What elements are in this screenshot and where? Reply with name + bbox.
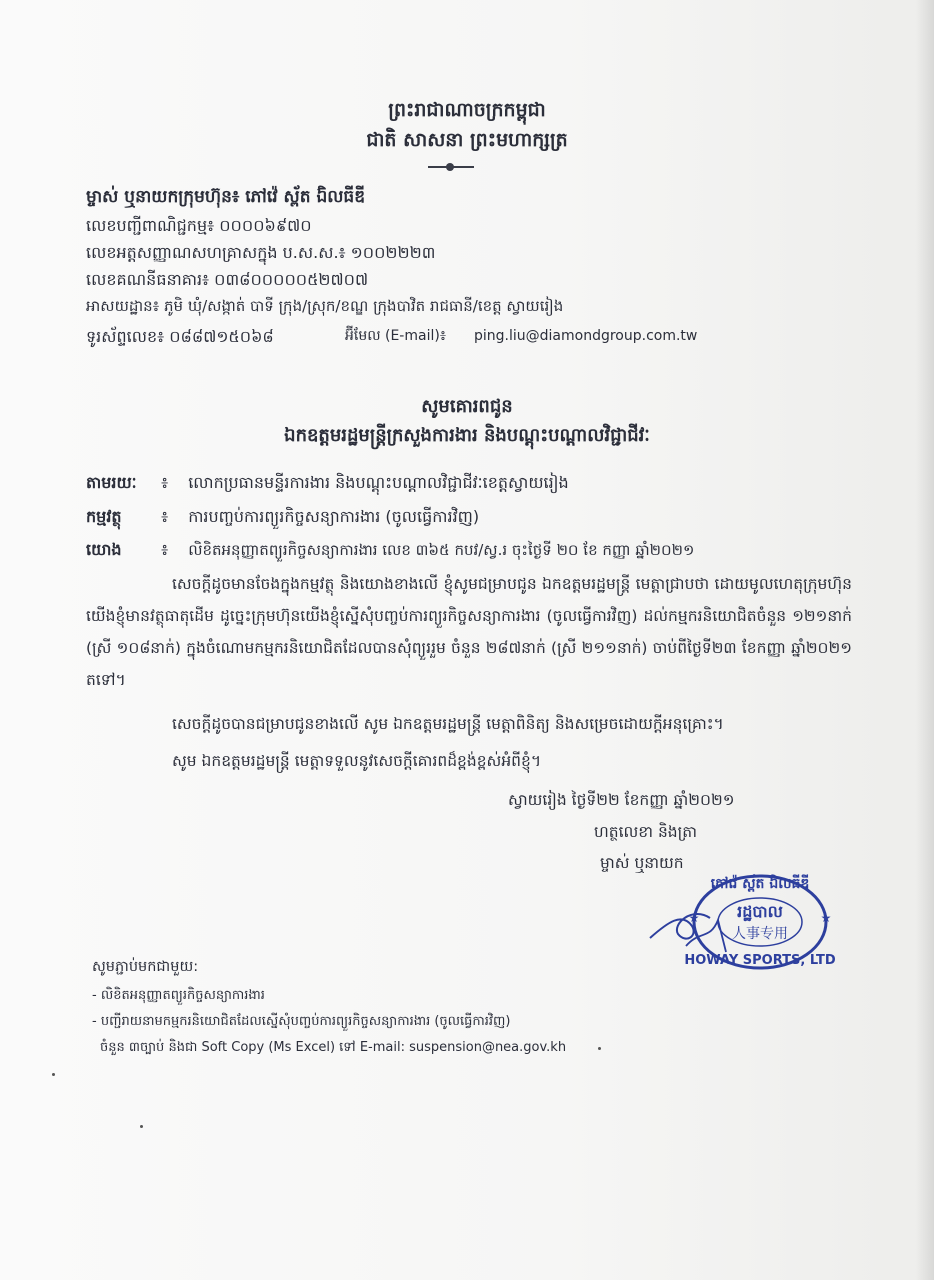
stamp-bottom-text: HOWAY SPORTS, LTD — [684, 953, 836, 968]
divider-ornament — [446, 163, 454, 171]
reference-separator: ៖ — [161, 540, 169, 559]
recipient-title: ឯកឧត្តមរដ្ឋមន្ត្រីក្រសួងការងារ និងបណ្តុះបណ្តាលវិជ្ជាជីវៈ — [284, 425, 650, 446]
email-address: ping.liu@diamondgroup.com.tw — [474, 328, 698, 344]
reference-value: លិខិតអនុញ្ញាតព្យួរកិច្ចសន្យាការងារ លេខ ៣៦៥ កបវ/ស្វ.រ ចុះថ្ងៃទី ២០ ខែ កញ្ញា ឆ្នាំ២០២១ — [188, 541, 695, 559]
reference-row — [86, 539, 694, 563]
via-value: លោកប្រធានមន្ទីរការងារ និងបណ្តុះបណ្តាលវិជ្ជាជីវៈខេត្តស្វាយរៀង — [188, 473, 569, 492]
company-stamp — [648, 860, 838, 980]
body-paragraph-2: សេចក្តីដូចបានជម្រាបជូនខាងលើ សូម ឯកឧត្តមរដ្ឋមន្ត្រី មេត្តាពិនិត្យ និងសម្រេចដោយក្តីអនុគ្រោះ។ — [172, 715, 724, 733]
signature-label: ហត្ថលេខា និងត្រា — [594, 823, 698, 841]
stamp-star-icon-left: ★ — [688, 911, 700, 925]
body-paragraph-3: សូម ឯកឧត្តមរដ្ឋមន្ត្រី មេត្តាទទួលនូវសេចក្តីគោរពដ៏ខ្ពង់ខ្ពស់អំពីខ្ញុំ។ — [172, 752, 542, 770]
stamp-center-text: រដ្ឋបាល — [737, 902, 783, 921]
email-label: អ៊ីមែល (E-mail)៖ — [345, 328, 446, 344]
attachments-heading: សូមភ្ជាប់មកជាមួយ: — [92, 959, 199, 975]
owner-label: ម្ចាស់ ឬនាយក — [600, 854, 684, 872]
page-edge-shadow — [916, 0, 934, 1280]
reference-label: យោង — [86, 540, 122, 559]
bank-account-number: លេខគណនីធនាគារ៖ ០៣៨០០០០០៥២៧០៧ — [86, 270, 369, 289]
via-separator: ៖ — [161, 473, 169, 492]
attachment-item-3: ចំនួន ៣ច្បាប់ និងជា Soft Copy (Ms Excel) ទៅ E-mail: suspension@nea.gov.kh — [100, 1040, 567, 1055]
subject-row — [86, 506, 479, 530]
scan-speck — [52, 1073, 55, 1076]
subject-separator: ៖ — [161, 507, 169, 526]
kingdom-heading: ព្រះរាជាណាចក្រកម្ពុជា — [388, 99, 546, 121]
company-owner-line: ម្ចាស់ ឬនាយកក្រុមហ៊ុន៖ ភៅវ៉េ ស្ព័ត ឯិលធីឌី — [86, 187, 366, 207]
attachment-item-2: - បញ្ជីរាយនាមកម្មករនិយោជិតដែលស្នើសុំបញ្ចប់ការព្យួរកិច្ចសន្យាការងារ (ចូលធ្វើការវិញ) — [92, 1014, 511, 1029]
nssf-number: លេខអត្តសញ្ញាណសហគ្រាសក្នុង ប.ស.ស.៖ ១០០២២២៣ — [86, 243, 436, 262]
respect-greeting: សូមគោរពជូន — [421, 396, 513, 417]
via-label: តាមរយៈ — [86, 473, 137, 492]
via-row — [86, 472, 569, 496]
body-paragraph-1: សេចក្តីដូចមានចែងក្នុងកម្មវត្ថុ និងយោងខាងលើ ខ្ញុំសូមជម្រាបជូន ឯកឧត្តមរដ្ឋមន្ត្រី មេត្តាជ្រាបថា ដោយមូលហេតុក្រុមហ៊ុនយើងខ្ញុំមានវត្ថុធាតុដើម ដូច្នេះក្រុមហ៊ុនយើងខ្ញុំស្នើសុំបញ្ចប់ការព្យួរកិច្ចសន្យាការងារ (ចូលធ្វើការវិញ) ដល់កម្មករនិយោជិតចំនួន ១២១នាក់ (ស្រី ១០៨នាក់) ក្នុងចំណោមកម្មករនិយោជិតដែលបានសុំព្យួររួម ចំនួន ២៨៧នាក់ (ស្រី ២១១នាក់) ចាប់ពីថ្ងៃទី២៣ ខែកញ្ញា ឆ្នាំ២០២១ តទៅ។ — [86, 575, 852, 689]
company-address: អាសយដ្ឋាន៖ ភូមិ ឃុំ/សង្កាត់ បាទី ក្រុង/ស្រុក/ខណ្ឌ ក្រុងបាវិត រាជធានី/ខេត្ត ស្វាយរៀង — [86, 297, 564, 315]
stamp-star-icon: ★ — [820, 911, 832, 925]
subject-value: ការបញ្ចប់ការព្យួរកិច្ចសន្យាការងារ (ចូលធ្វើការវិញ) — [188, 507, 480, 526]
registration-number: លេខបញ្ជីពាណិជ្ជកម្ម៖ ០០០០៦៩៧០ — [86, 216, 312, 235]
stamp-chinese-text: 人事专用 — [732, 926, 788, 942]
stamp-top-text: ភៅវ៉េ ស្ព័ត ឯិលធីឌី — [710, 876, 810, 892]
scan-speck — [598, 1047, 601, 1050]
national-motto: ជាតិ សាសនា ព្រះមហាក្សត្រ — [366, 129, 568, 151]
place-and-date: ស្វាយរៀង ថ្ងៃទី២២ ខែកញ្ញា ឆ្នាំ២០២១ — [508, 791, 735, 809]
scan-speck — [140, 1125, 143, 1128]
attachment-item-1: - លិខិតអនុញ្ញាតព្យួរកិច្ចសន្យាការងារ — [92, 988, 265, 1003]
subject-label: កម្មវត្ថុ — [86, 507, 122, 526]
phone-number: ទូរស័ព្ទលេខ៖ ០៨៨៧១៥០៦៨ — [86, 327, 274, 346]
